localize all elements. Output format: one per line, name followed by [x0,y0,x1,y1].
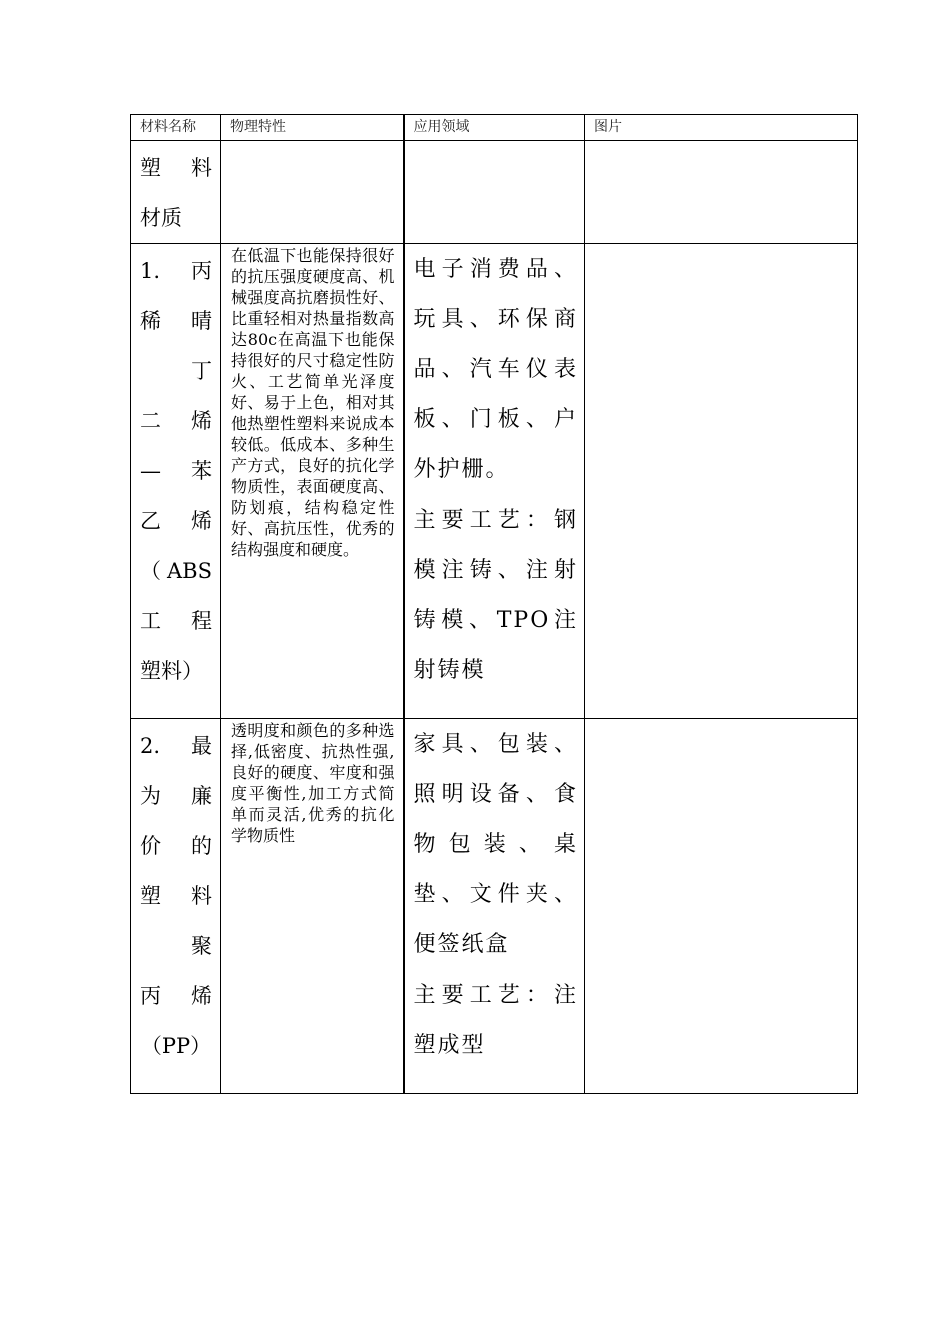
header-name: 材料名称 [140,119,196,135]
image-cell [585,244,858,719]
material-name [131,719,220,1071]
header-image: 图片 [594,119,622,135]
header-cell-properties [221,115,404,141]
applications-cell [404,141,585,244]
applications-text [405,141,585,142]
process-text: 主要工艺：钢模注铸、注射铸模、TPO注射铸模 [413,508,578,683]
material-name [131,244,220,696]
table-row [131,244,858,719]
name-line: 价 的 [140,834,212,858]
header-properties: 物理特性 [230,119,286,135]
name-line: 2. 最 [140,734,212,758]
name-line: 为 廉 [140,784,212,808]
name-line: 工 程 [140,609,212,633]
applications-cell [404,719,585,1094]
properties-cell [221,141,404,244]
properties-text: 透明度和颜色的多种选择,低密度、抗热性强,良好的硬度、牢度和强度平衡性,加工方式简单而灵活,优秀的抗化学物质性 [231,721,395,845]
material-name-cell [131,244,221,719]
name-line: 稀 晴 [140,309,212,333]
name-line: — 苯 [140,459,212,483]
header-row [131,115,858,141]
image-cell [585,141,858,244]
header-cell-name [131,115,221,141]
table-row [131,141,858,244]
name-line: 丁 [191,359,212,383]
name-line: 材质 [140,206,182,230]
name-line: 塑 料 [140,156,212,180]
material-name-cell [131,719,221,1094]
header-cell-applications [404,115,585,141]
name-line: （ABS [140,559,212,583]
name-line: 丙 烯 [140,984,212,1008]
name-line: 聚 [191,934,212,958]
materials-table [130,114,858,1094]
name-line: （PP） [140,1034,212,1058]
header-cell-image [585,115,858,141]
name-line: 1. 丙 [140,259,212,283]
table-row [131,719,858,1094]
name-line: 乙 烯 [140,509,212,533]
name-line: 塑料） [140,659,203,683]
material-name-cell [131,141,221,244]
applications-text: 家具、包装、照明设备、食物包装、桌垫、文件夹、便签纸盒 [413,732,578,957]
properties-text [221,141,403,142]
properties-cell [221,719,404,1094]
name-line: 二 烯 [140,409,212,433]
properties-cell [221,244,404,719]
process-text: 主要工艺：注塑成型 [413,983,578,1058]
applications-cell [404,244,585,719]
properties-text: 在低温下也能保持很好的抗压强度硬度高、机械强度高抗磨损性好、比重轻相对热量指数高达80c在高温下也能保持很好的尺寸稳定性防火、工艺简单光泽度好、易于上色，相对其他热塑性塑料来说成本较低。低成本、多种生产方式，良好的抗化学物质性，表面硬度高、防划痕，结构稳定性好、高抗压性，优秀的结构强度和硬度。 [231,246,395,559]
material-name [131,141,220,243]
name-line: 塑 料 [140,884,212,908]
applications-text: 电子消费品、玩具、环保商品、汽车仪表板、门板、户外护栅。 [413,257,578,482]
image-cell [585,719,858,1094]
header-applications: 应用领域 [413,119,470,135]
